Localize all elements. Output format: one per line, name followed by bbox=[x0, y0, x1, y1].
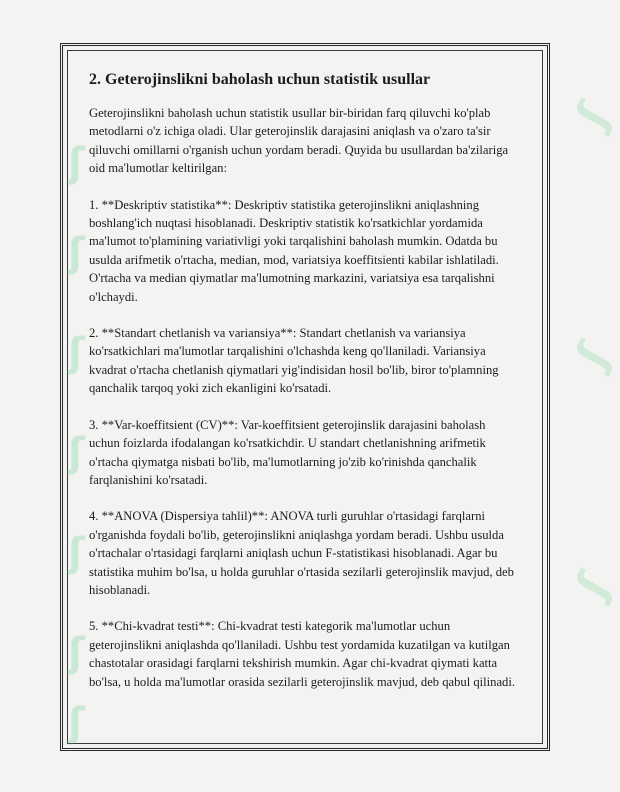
watermark-logo-icon: ʃ bbox=[68, 700, 83, 746]
watermark-logo-icon: ʃ bbox=[566, 94, 620, 137]
watermark-logo-icon: ʃ bbox=[566, 334, 620, 377]
watermark-logo-icon: ʃ bbox=[68, 230, 83, 276]
paragraph-anova: 4. **ANOVA (Dispersiya tahlil)**: ANOVA turli guruhlar o'rtasidagi farqlarni o'rganishda foydali bo'lib, geterojinslikni aniqlashga yordam beradi. Ushbu usulda o'rtachalar o'rtasidagi farqlarni aniqlash uchun F-statistikasi hisoblanadi. Agar bu statistika muhim bo'lsa, u holda guruhlar o'rtasida sezilarli geterojinslik mavjud, deb hisoblanadi. bbox=[89, 509, 514, 597]
watermark-logo-icon: ʃ bbox=[566, 564, 620, 607]
paragraph-variation-coefficient: 3. **Var-koeffitsient (CV)**: Var-koeffitsient geterojinslik darajasini baholash uchun foizlarda ifodalangan ko'rsatkichdir. U standart chetlanishning arifmetik o'rtacha qiymatga nisbati bo'lib, ma'lumotlarning jo'zib ko'rinishda qanchalik farqlanishini ko'rsatadi. bbox=[89, 417, 486, 487]
paragraph-chi-square: 5. **Chi-kvadrat testi**: Chi-kvadrat testi kategorik ma'lumotlar uchun geterojinslikni aniqlashda qo'llaniladi. Ushbu test yordamida kuzatilgan va kutilgan chastotalar orasidagi farqlarni tekshirish mumkin. Agar chi-kvadrat qiymati katta bo'lsa, u holda ma'lumotlar orasida sezilarli geterojinslik mavjud, deb qabul qilinadi. bbox=[89, 619, 515, 689]
watermark-logo-icon: ʃ bbox=[68, 530, 83, 576]
page-title: 2. Geterojinslikni baholash uchun statistik usullar bbox=[89, 71, 431, 88]
watermark-logo-icon: ʃ bbox=[68, 430, 83, 476]
watermark-logo-icon: ʃ bbox=[68, 330, 83, 376]
paragraph-descriptive-statistics: 1. **Deskriptiv statistika**: Deskriptiv statistika geterojinslikni aniqlashning boshlang'ich nuqtasi hisoblanadi. Deskriptiv statistik ko'rsatkichlar yordamida ma'lumot to'plamining variativligi yoki tarqalishini baholash mumkin. Odatda bu usulda arifmetik o'rtacha, median, mod, variatsiya koeffitsienti kabilar ishlatiladi. O'rtacha va median qiymatlar ma'lumotning markazini, variatsiya esa tarqalishni o'lchaydi. bbox=[89, 197, 499, 304]
paragraph-intro: Geterojinslikni baholash uchun statistik usullar bir-biridan farq qiluvchi ko'plab metodlarni o'z ichiga oladi. Ular geterojinslik darajasini aniqlash va o'zaro ta'sir qiluvchi omillarni o'rganish uchun yordam beradi. Quyida bu usullardan ba'zilariga oid ma'lumotlar keltirilgan: bbox=[89, 106, 509, 176]
watermark-logo-icon: ʃ bbox=[68, 140, 83, 186]
watermark-logo-icon: ʃ bbox=[68, 630, 83, 676]
document-body bbox=[89, 70, 519, 709]
paragraph-standard-deviation: 2. **Standart chetlanish va variansiya**: Standart chetlanish va variansiya ko'rsatkichlari ma'lumotlar tarqalishini o'lchashda keng qo'llaniladi. Variansiya kvadrat o'rtacha chetlanish qiymatlari yig'indisidan hosil bo'lib, biror to'plamning qanchalik tarqoq yoki zich ekanligini ko'rsatadi. bbox=[89, 326, 499, 396]
